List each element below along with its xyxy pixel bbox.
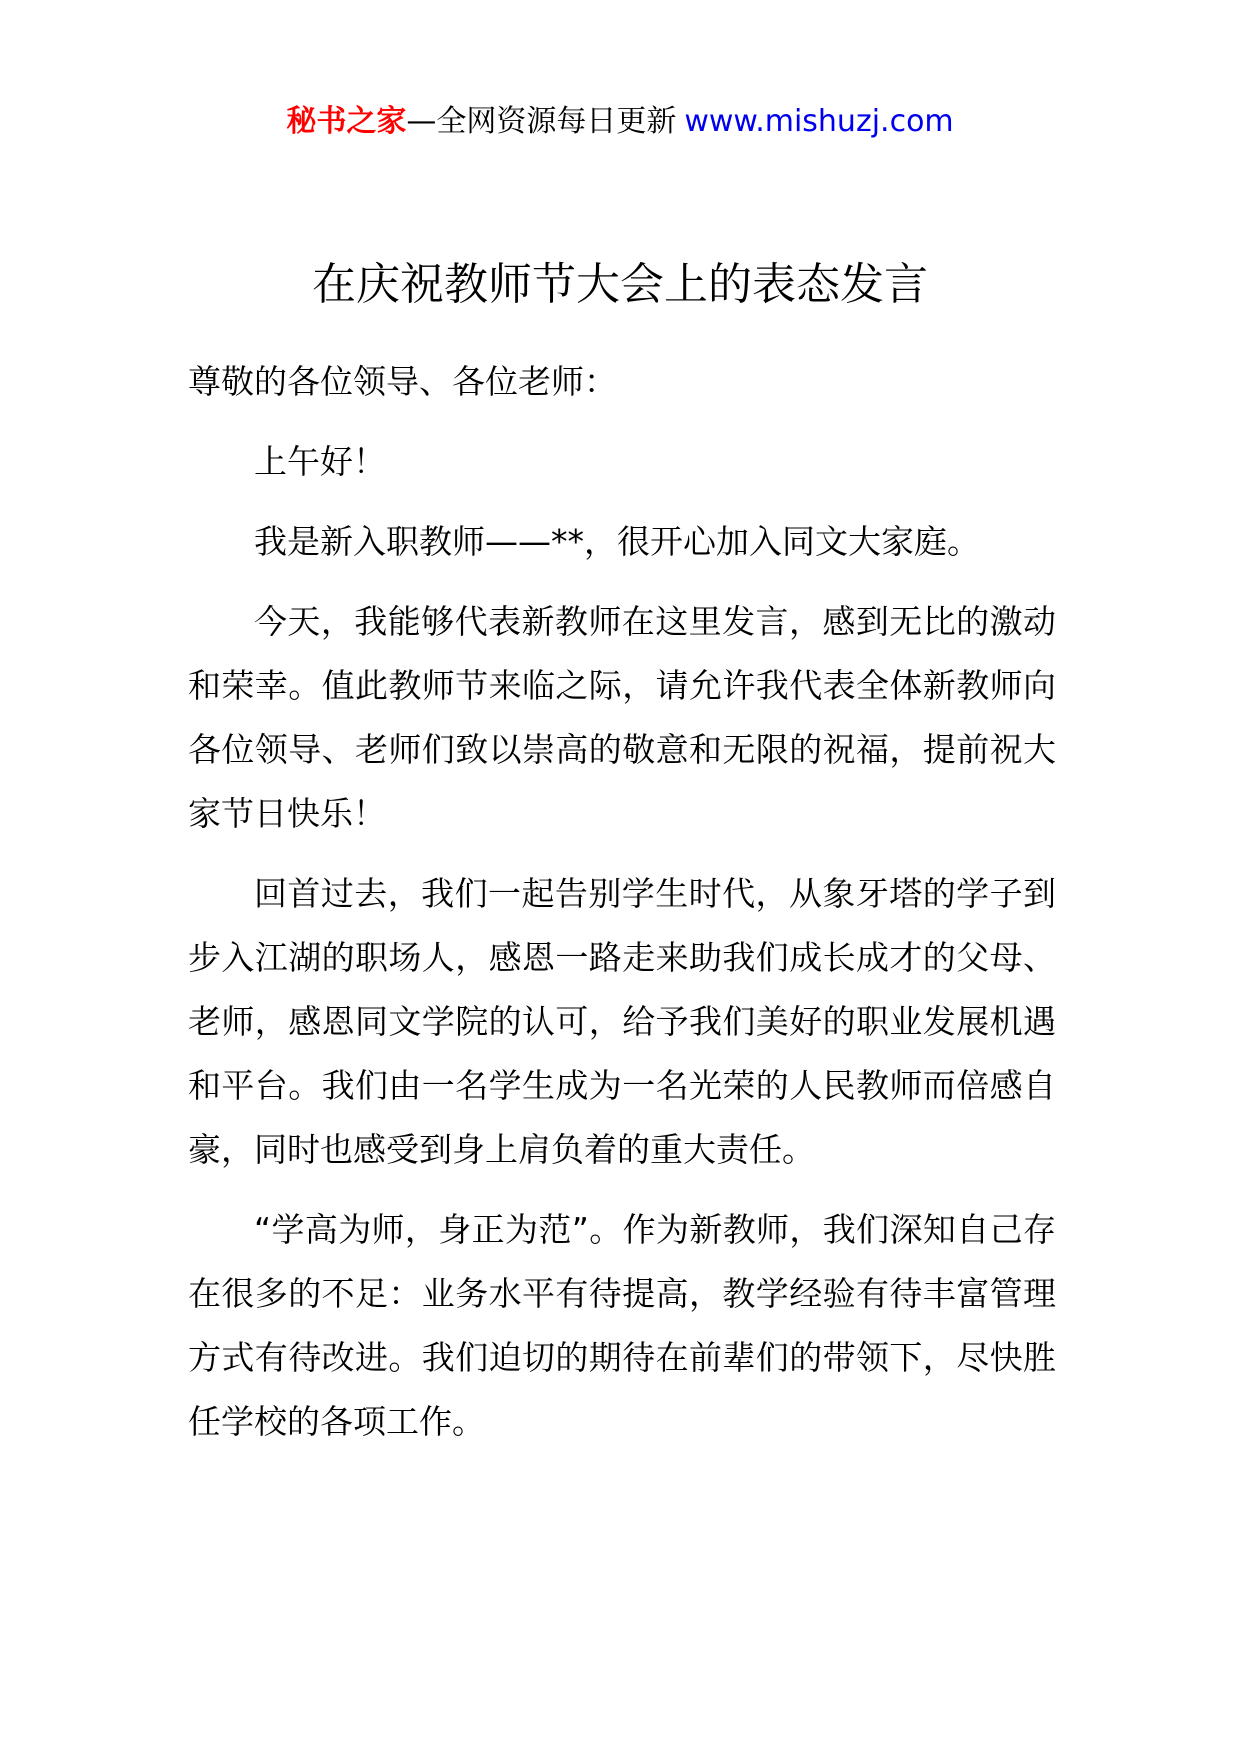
- salutation: 尊敬的各位领导、各位老师：: [188, 362, 617, 401]
- paragraph: “学高为师，身正为范”。作为新教师，我们深知自己存在很多的不足：业务水平有待提高，教学经验有待丰富管理方式有待改进。我们迫切的期待在前辈们的带领下，尽快胜任学校的各项工作。: [188, 1210, 1056, 1441]
- paragraph: 我是新入职教师——**，很开心加入同文大家庭。: [254, 522, 980, 561]
- site-slogan: —全网资源每日更新: [406, 104, 677, 139]
- site-url-link[interactable]: www.mishuzj.com: [684, 104, 954, 139]
- paragraph: 上午好！: [254, 442, 386, 481]
- paragraph: 回首过去，我们一起告别学生时代，从象牙塔的学子到步入江湖的职场人，感恩一路走来助我们成长成才的父母、老师，感恩同文学院的认可，给予我们美好的职业发展机遇和平台。我们由一名学生成为一名光荣的人民教师而倍感自豪，同时也感受到身上肩负着的重大责任。: [188, 874, 1056, 1169]
- document-title: 在庆祝教师节大会上的表态发言: [312, 259, 928, 310]
- paragraph: 今天，我能够代表新教师在这里发言，感到无比的激动和荣幸。值此教师节来临之际，请允许我代表全体新教师向各位领导、老师们致以崇高的敬意和无限的祝福，提前祝大家节日快乐！: [188, 602, 1056, 833]
- site-header: [0, 100, 1240, 144]
- site-brand: 秘书之家: [286, 104, 407, 139]
- document-body: [188, 350, 1056, 1470]
